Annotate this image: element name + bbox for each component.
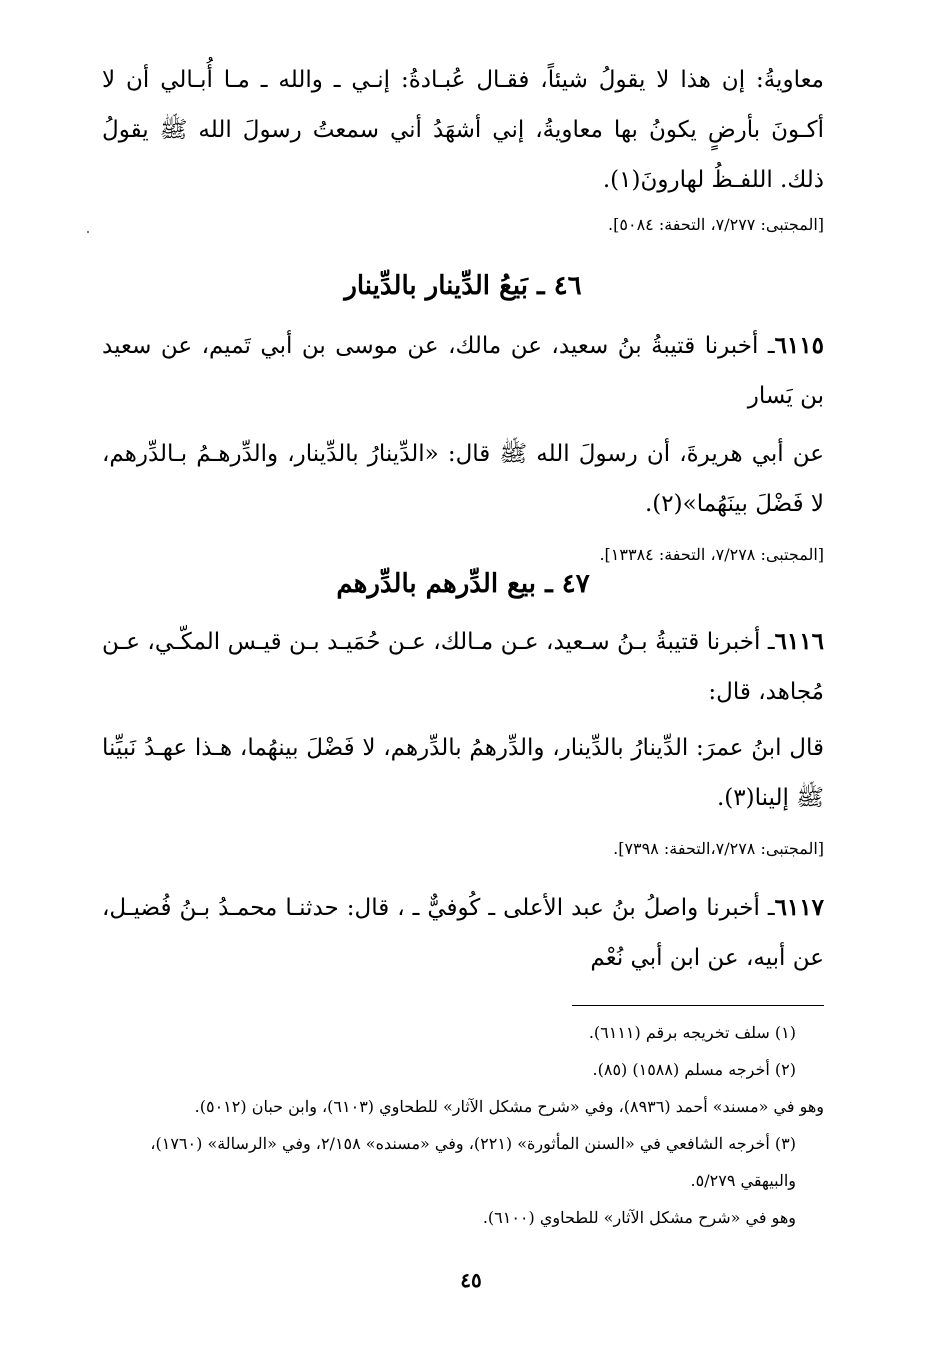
footnotes [102, 1014, 824, 1236]
source-reference-1: [المجتبى: ٧/٢٧٧، التحفة: ٥٠٨٤]. [608, 215, 824, 234]
footnote-3-continuation: وهو في «شرح مشكل الآثار» للطحاوي (٦١٠٠). [482, 1208, 796, 1227]
section-heading-46: ٤٦ ـ بَيعُ الدِّينار بالدِّينار [344, 271, 582, 301]
hadith-6117-isnad [102, 883, 824, 983]
hadith-6116-matn: قال ابنُ عمرَ: الدِّينارُ بالدِّينار، والدِّرهمُ بالدِّرهم، لا فَضْلَ بينهُما، هـذا عهـدُ نَبيِّنا ﷺ إلينا(٣). [102, 735, 824, 811]
footnote-separator [572, 1005, 824, 1006]
source-reference-3: [المجتبى: ٧/٢٧٨،التحفة: ٧٣٩٨]. [613, 839, 824, 858]
hadith-6117-isnad-text: ـ أخبرنا واصلُ بنُ عبد الأعلى ـ كُوفيٌّ ـ ، قال: حدثنـا محمـدُ بـنُ فُضيـل، عن أبيه، عن ابن أبي نُعْم [102, 895, 824, 971]
footnote-1: (١) سلف تخريجه برقم (٦١١١). [588, 1023, 796, 1042]
hadith-6115-isnad [102, 321, 824, 421]
footnote-3: (٣) أخرجه الشافعي في «السنن المأثورة» (٢٢١)، وفي «مسنده» ٢/١٥٨، وفي «الرسالة» (١٧٦٠)، والبيهقي ٥/٢٧٩. [150, 1134, 796, 1190]
footnote-2-continuation: وهو في «مسند» أحمد (٨٩٣٦)، وفي «شرح مشكل الآثار» للطحاوي (٦١٠٣)، وابن حبان (٥٠١٢). [194, 1097, 824, 1116]
page-number: ٤٥ [460, 1268, 482, 1292]
hadith-6116-isnad-text: ـ أخبرنا قتيبةُ بـنُ سـعيد، عـن مـالك، عـن حُمَيـد بـن قيـس المكّـي، عـن مُجاهد، قال: [102, 629, 824, 705]
hadith-number-6116: ٦١١٦ [774, 628, 824, 655]
section-heading-47: ٤٧ ـ بيع الدِّرهم بالدِّرهم [336, 569, 590, 599]
margin-mark [87, 231, 89, 233]
hadith-number-6117: ٦١١٧ [774, 894, 824, 921]
paragraph-continuation: معاويةُ: إن هذا لا يقولُ شيئاً، فقـال عُبـادةُ: إنـي ـ والله ـ مـا أُبـالي أن لا أكـونَ بأرضٍ يكونُ بها معاويةُ، إني أشهَدُ أني سمعتُ رسولَ الله ﷺ يقولُ ذلك. اللفـظُ لهارونَ(١). [102, 67, 824, 193]
hadith-6116-isnad [102, 617, 824, 717]
hadith-6115-isnad-text: ـ أخبرنا قتيبةُ بنُ سعيد، عن مالك، عن موسى بن أبي تَميم، عن سعيد بن يَسار [102, 333, 824, 409]
footnote-2: (٢) أخرجه مسلم (١٥٨٨) (٨٥). [592, 1060, 796, 1079]
hadith-number-6115: ٦١١٥ [774, 332, 824, 359]
hadith-6115-matn: عن أبي هريرةَ، أن رسولَ الله ﷺ قال: «الدِّينارُ بالدِّينار، والدِّرهـمُ بـالدِّرهم، لا فَضْلَ بينَهُما»(٢). [102, 441, 824, 517]
source-reference-2: [المجتبى: ٧/٢٧٨، التحفة: ١٣٣٨٤]. [599, 545, 824, 564]
